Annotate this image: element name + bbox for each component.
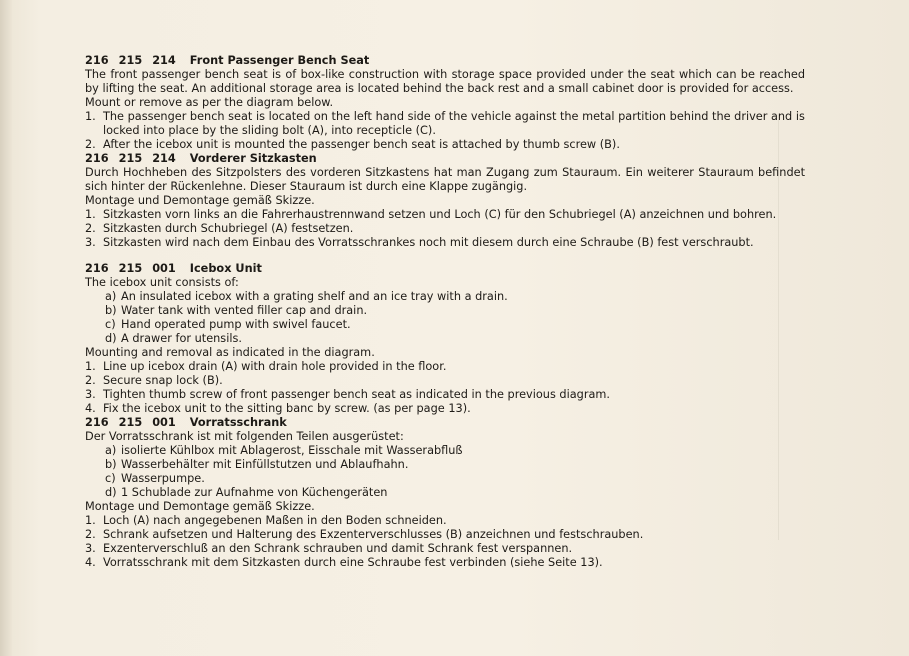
steps-list: [85, 360, 805, 416]
part-code: 216: [85, 54, 109, 67]
step-item: [85, 236, 805, 250]
section-title: Icebox Unit: [189, 262, 262, 275]
part-text: isolierte Kühlbox mit Ablagerost, Eisschale mit Wasserabfluß: [121, 444, 463, 457]
part-code: 216: [85, 262, 109, 275]
step-number: 3.: [85, 542, 96, 555]
step-text: Line up icebox drain (A) with drain hole provided in the floor.: [103, 360, 447, 373]
part-code: 216: [85, 416, 109, 429]
part-item: [105, 304, 805, 318]
step-number: 3.: [85, 388, 96, 401]
part-letter: b): [105, 458, 117, 471]
section-intro: The front passenger bench seat is of box-like construction with storage space provided under the seat which can be reached by lifting the seat. An additional storage area is located behind the back rest and a small cabinet door is provided for access.: [85, 68, 805, 95]
part-item: [105, 444, 805, 458]
section-heading: [85, 54, 805, 68]
steps-intro: Mounting and removal as indicated in the diagram.: [85, 346, 375, 359]
part-code: 214: [152, 152, 176, 165]
steps-intro: Montage und Demontage gemäß Skizze.: [85, 500, 315, 513]
step-item: [85, 138, 805, 152]
part-code: 215: [118, 152, 143, 165]
section-title: Front Passenger Bench Seat: [189, 54, 370, 67]
part-code: 214: [152, 54, 176, 67]
step-item: [85, 556, 805, 570]
step-text: The passenger bench seat is located on the left hand side of the vehicle against the metal partition behind the driver and is locked into place by the sliding bolt (A), into recepticle (C).: [103, 110, 805, 137]
part-letter: a): [105, 444, 117, 457]
steps-list: [85, 110, 805, 152]
section-icebox-unit: [85, 262, 805, 416]
part-code: 215: [118, 416, 143, 429]
step-text: Secure snap lock (B).: [103, 374, 223, 387]
step-text: Sitzkasten wird nach dem Einbau des Vorratsschrankes noch mit diesem durch eine Schraube (B) fest verschraubt.: [103, 236, 754, 249]
step-item: [85, 110, 805, 138]
part-letter: b): [105, 304, 117, 317]
part-text: Hand operated pump with swivel faucet.: [121, 318, 351, 331]
part-text: Water tank with vented filler cap and drain.: [121, 304, 368, 317]
step-number: 4.: [85, 402, 96, 415]
step-text: After the icebox unit is mounted the passenger bench seat is attached by thumb screw (B).: [103, 138, 620, 151]
section-heading: [85, 262, 805, 276]
part-text: Wasserpumpe.: [121, 472, 205, 485]
steps-list: [85, 514, 805, 570]
part-code: 001: [152, 416, 176, 429]
part-text: 1 Schublade zur Aufnahme von Küchengeräten: [121, 486, 388, 499]
part-item: [105, 458, 805, 472]
parts-list: [85, 444, 805, 500]
steps-intro: Mount or remove as per the diagram below.: [85, 96, 334, 109]
step-number: 2.: [85, 528, 96, 541]
step-item: [85, 388, 805, 402]
step-number: 1.: [85, 208, 96, 221]
step-item: [85, 528, 805, 542]
part-code: 001: [152, 262, 176, 275]
step-number: 4.: [85, 556, 96, 569]
step-text: Vorratsschrank mit dem Sitzkasten durch eine Schraube fest verbinden (siehe Seite 13).: [103, 556, 603, 569]
part-code: 215: [118, 54, 143, 67]
step-item: [85, 222, 805, 236]
part-item: [105, 486, 805, 500]
step-number: 1.: [85, 360, 96, 373]
page-binding-edge: [0, 0, 12, 656]
section-vorratsschrank: [85, 416, 805, 570]
part-letter: c): [105, 318, 116, 331]
section-heading: [85, 416, 805, 430]
step-text: Exzenterverschluß an den Schrank schrauben und damit Schrank fest verspannen.: [103, 542, 573, 555]
steps-list: [85, 208, 805, 250]
part-item: [105, 290, 805, 304]
section-title: Vorratsschrank: [189, 416, 287, 429]
page-content: [85, 54, 805, 570]
part-item: [105, 332, 805, 346]
section-front-passenger-bench-seat: [85, 54, 805, 152]
step-item: [85, 542, 805, 556]
step-text: Schrank aufsetzen und Halterung des Exzenterverschlusses (B) anzeichnen und festschrauben.: [103, 528, 644, 541]
step-text: Loch (A) nach angegebenen Maßen in den Boden schneiden.: [103, 514, 447, 527]
step-number: 2.: [85, 374, 96, 387]
step-number: 1.: [85, 514, 96, 527]
part-text: A drawer for utensils.: [121, 332, 242, 345]
part-code: 215: [118, 262, 143, 275]
step-item: [85, 374, 805, 388]
section-title: Vorderer Sitzkasten: [189, 152, 317, 165]
part-item: [105, 318, 805, 332]
part-letter: d): [105, 332, 117, 345]
section-vorderer-sitzkasten: [85, 152, 805, 250]
parts-list: [85, 290, 805, 346]
step-item: [85, 208, 805, 222]
step-number: 2.: [85, 222, 96, 235]
step-number: 3.: [85, 236, 96, 249]
steps-intro: Montage und Demontage gemäß Skizze.: [85, 194, 315, 207]
section-intro: Durch Hochheben des Sitzpolsters des vorderen Sitzkastens hat man Zugang zum Stauraum. Ein weiterer Stauraum befindet sich hinter der Rückenlehne. Dieser Stauraum ist durch eine Klappe zugängig.: [85, 166, 805, 193]
part-item: [105, 472, 805, 486]
part-letter: c): [105, 472, 116, 485]
section-heading: [85, 152, 805, 166]
step-text: Fix the icebox unit to the sitting banc by screw. (as per page 13).: [103, 402, 471, 415]
step-text: Sitzkasten durch Schubriegel (A) festsetzen.: [103, 222, 354, 235]
part-text: Wasserbehälter mit Einfüllstutzen und Ablaufhahn.: [121, 458, 409, 471]
part-code: 216: [85, 152, 109, 165]
step-item: [85, 360, 805, 374]
part-text: An insulated icebox with a grating shelf and an ice tray with a drain.: [121, 290, 508, 303]
step-number: 1.: [85, 110, 96, 123]
step-text: Tighten thumb screw of front passenger bench seat as indicated in the previous diagram.: [103, 388, 610, 401]
step-text: Sitzkasten vorn links an die Fahrerhaustrennwand setzen und Loch (C) für den Schubriegel (A) anzeichnen und bohren.: [103, 208, 777, 221]
step-item: [85, 514, 805, 528]
step-item: [85, 402, 805, 416]
part-letter: d): [105, 486, 117, 499]
step-number: 2.: [85, 138, 96, 151]
part-letter: a): [105, 290, 117, 303]
section-intro: The icebox unit consists of:: [85, 276, 239, 289]
section-intro: Der Vorratsschrank ist mit folgenden Teilen ausgerüstet:: [85, 430, 404, 443]
